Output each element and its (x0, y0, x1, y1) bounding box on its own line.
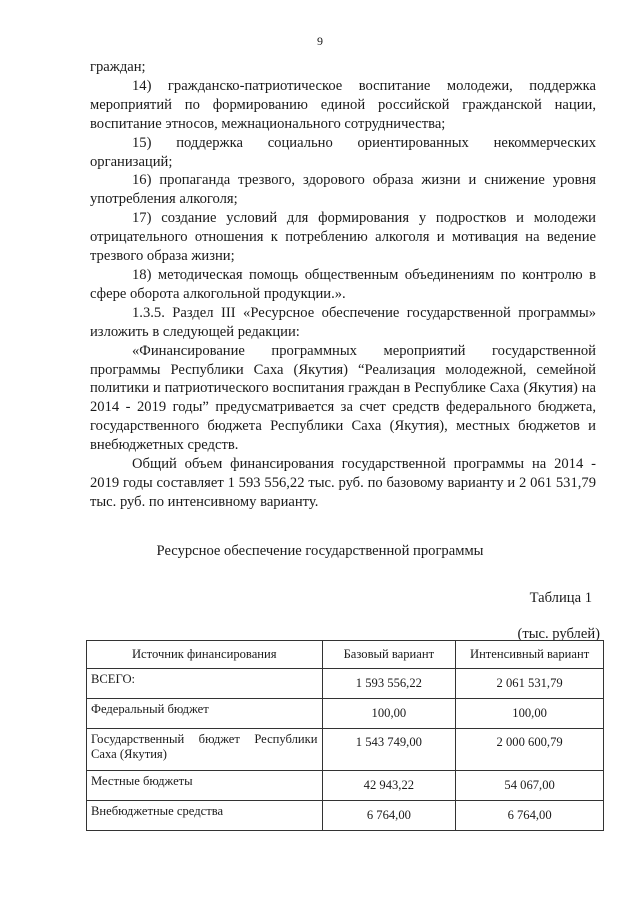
paragraph-item-14: 14) гражданско-патриотическое воспитание молодежи, поддержка мероприятий по формированию единой российской гражданской нации, воспитание этносов, межнационального сотрудничества; (90, 77, 596, 132)
table-row (87, 729, 604, 771)
intensive-value-cell: 2 000 600,79 (456, 729, 604, 771)
paragraph-item-17: 17) создание условий для формирования у подростков и молодежи отрицательного отношения к потреблению алкоголя и мотивация на ведение трезвого образа жизни; (90, 210, 596, 265)
source-cell (87, 729, 323, 771)
paragraph-citizens: граждан; (90, 59, 146, 75)
table-row (87, 699, 604, 729)
intensive-value-cell: 100,00 (456, 699, 604, 729)
document-body (90, 58, 596, 512)
column-header-source: Источник финансирования (87, 641, 323, 669)
intensive-value-cell: 54 067,00 (456, 771, 604, 801)
table-header-row (87, 641, 604, 669)
units-label: (тыс. рублей) (517, 626, 600, 642)
base-value-cell: 100,00 (322, 699, 456, 729)
paragraph-item-16: 16) пропаганда трезвого, здорового образа жизни и снижение уровня употребления алкоголя; (90, 172, 596, 208)
paragraph-item-15: 15) поддержка социально ориентированных некоммерческих организаций; (90, 134, 596, 170)
page-number: 9 (317, 34, 323, 48)
intensive-value-cell: 6 764,00 (456, 801, 604, 831)
intensive-value-cell: 2 061 531,79 (456, 669, 604, 699)
paragraph-section-1-3-5: 1.3.5. Раздел III «Ресурсное обеспечение государственной программы» изложить в следующей редакции: (90, 304, 596, 340)
base-value-cell: 6 764,00 (322, 801, 456, 831)
table-row (87, 771, 604, 801)
paragraph-total-volume: Общий объем финансирования государственной программы на 2014 - 2019 годы составляет 1 593 556,22 тыс. руб. по базовому варианту и 2 061 531,79 тыс. руб. по интенсивному варианту. (90, 456, 596, 510)
table-row (87, 801, 604, 831)
table-heading: Ресурсное обеспечение государственной программы (156, 543, 484, 559)
column-header-intensive: Интенсивный вариант (456, 641, 604, 669)
base-value-cell: 42 943,22 (322, 771, 456, 801)
source-cell: Федеральный бюджет (87, 699, 323, 729)
source-cell: Местные бюджеты (87, 771, 323, 801)
source-cell: Внебюджетные средства (87, 801, 323, 831)
column-header-base: Базовый вариант (322, 641, 456, 669)
table-label: Таблица 1 (529, 590, 592, 606)
paragraph-item-18: 18) методическая помощь общественным объединениям по контролю в сфере оборота алкогольной продукции.». (90, 266, 596, 302)
base-value-cell: 1 543 749,00 (322, 729, 456, 771)
source-cell: ВСЕГО: (87, 669, 323, 699)
funding-table (86, 640, 604, 831)
base-value-cell: 1 593 556,22 (322, 669, 456, 699)
table-row (87, 669, 604, 699)
paragraph-financing: «Финансирование программных мероприятий государственной программы Республики Саха (Якутия) “Реализация молодежной, семейной политики и патриотического воспитания граждан в Республике Саха (Якутия) на 2014 - 2019 годы” предусматривается за счет средств федерального бюджета, государственного бюджета Республики Саха (Якутия), местных бюджетов и внебюджетных средств. (90, 342, 596, 454)
source-line-2: Саха (Якутия) (91, 747, 167, 761)
source-line-1: Государственный бюджет Республики (91, 732, 318, 746)
